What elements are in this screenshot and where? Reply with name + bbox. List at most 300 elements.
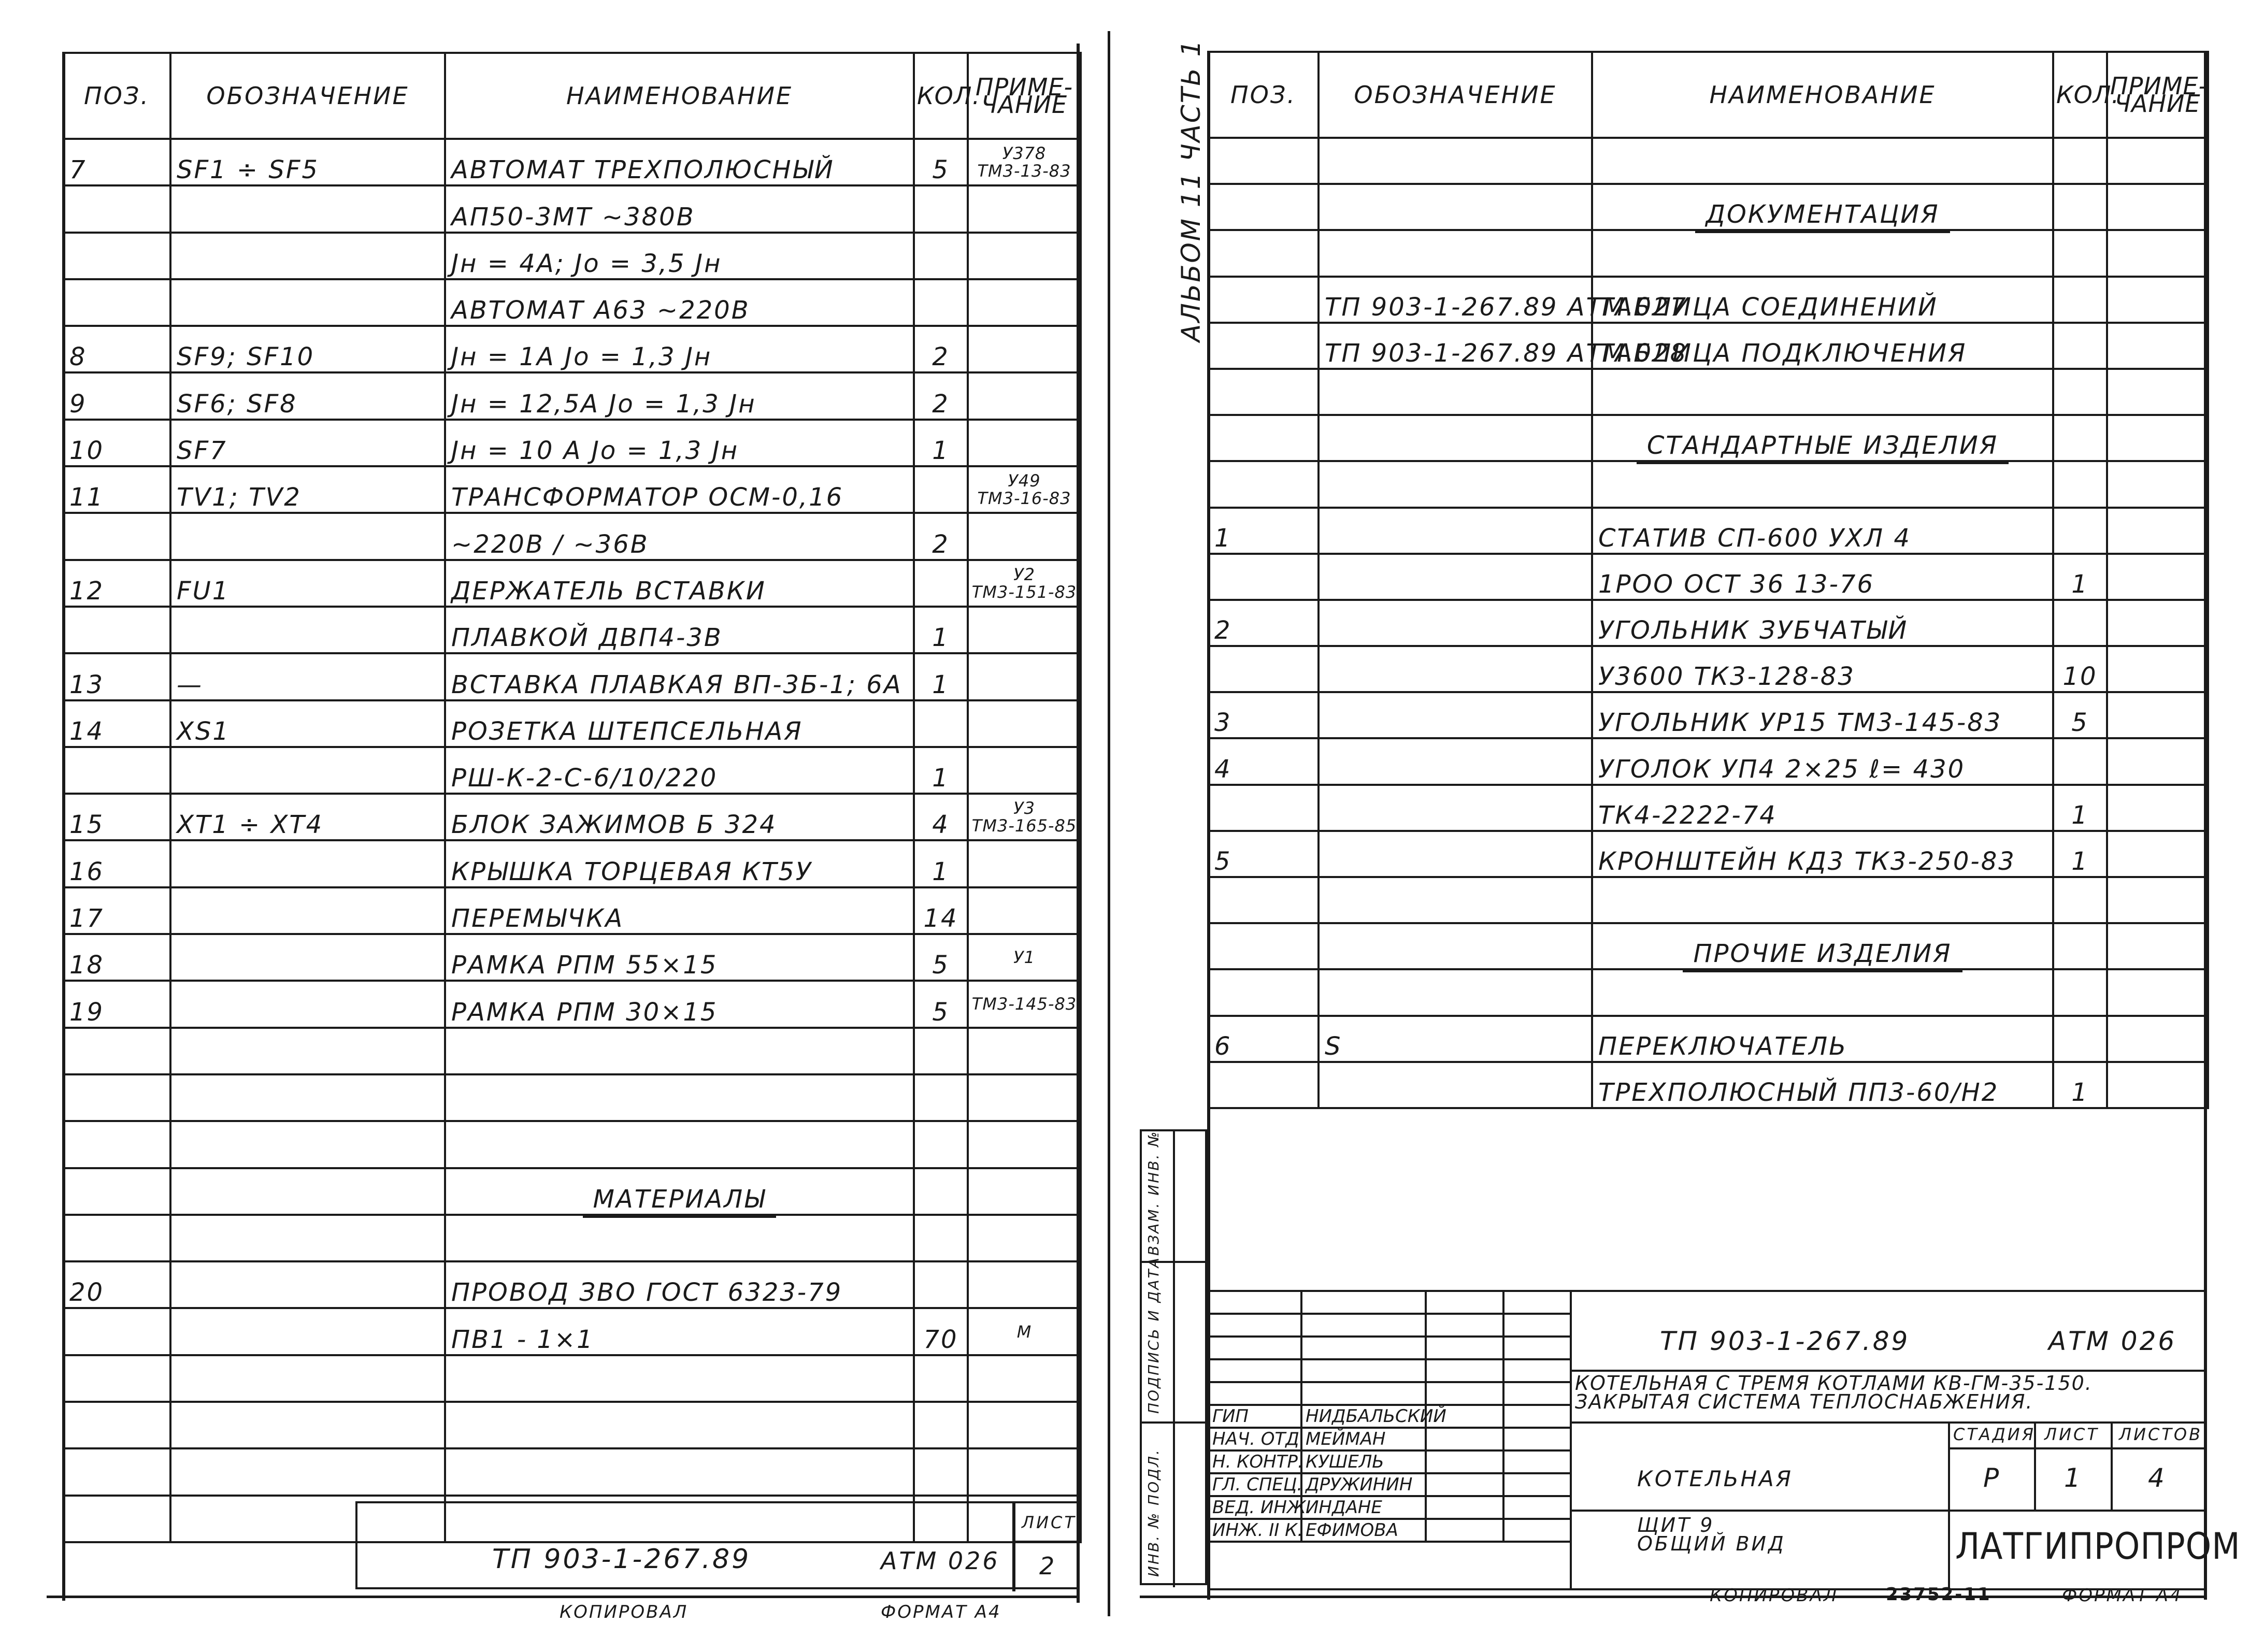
right-header-row <box>1208 52 2208 138</box>
row-designation: — <box>170 653 445 700</box>
row-name: УГОЛЬНИК ЗУБЧАТЫЙ <box>1592 600 2053 646</box>
row-pos <box>1208 323 1319 369</box>
row-designation: ТП 903-1-267.89 АТМ.028 <box>1319 323 1592 369</box>
tb-sheet: 1 <box>2064 1463 2083 1493</box>
row-designation <box>170 840 445 887</box>
role-row <box>1208 1428 1571 1450</box>
row-note <box>968 653 1081 700</box>
spec-row <box>63 747 1081 794</box>
role-signature-cell <box>1503 1450 1571 1473</box>
row-name <box>1592 415 2053 461</box>
row-qty <box>914 1168 968 1215</box>
row-note <box>2107 692 2208 738</box>
row-designation <box>170 887 445 934</box>
spec-row <box>1208 785 2208 831</box>
row-note: У3 ТМ3-165-85 <box>968 794 1081 840</box>
header-designation: ОБОЗНАЧЕНИЕ <box>1319 52 1592 138</box>
row-name: ДЕРЖАТЕЛЬ ВСТАВКИ <box>445 560 914 607</box>
row-pos <box>1208 646 1319 692</box>
inv-sub-label: ВЗАМ. ИНВ. № <box>1145 1130 1162 1256</box>
row-qty <box>2053 369 2107 415</box>
spec-row <box>1208 877 2208 923</box>
tb-divider <box>1948 1447 2207 1449</box>
row-qty <box>914 1028 968 1074</box>
row-qty <box>914 466 968 513</box>
row-note <box>968 233 1081 279</box>
row-pos <box>63 279 170 326</box>
row-designation <box>170 934 445 981</box>
row-name <box>1592 184 2053 230</box>
row-name: КРЫШКА ТОРЦЕВАЯ КТ5У <box>445 840 914 887</box>
row-note <box>2107 508 2208 554</box>
row-note <box>2107 831 2208 877</box>
row-qty: 1 <box>2053 831 2107 877</box>
row-note <box>2107 554 2208 600</box>
row-note: У1 <box>968 934 1081 981</box>
row-pos <box>1208 969 1319 1015</box>
row-pos: 1 <box>1208 508 1319 554</box>
row-qty: 5 <box>914 934 968 981</box>
row-pos <box>1208 415 1319 461</box>
row-qty <box>2053 461 2107 507</box>
spec-row <box>1208 600 2208 646</box>
row-name: ТАБЛИЦА СОЕДИНЕНИЙ <box>1592 277 2053 323</box>
row-designation <box>1319 461 1592 507</box>
row-qty <box>914 185 968 232</box>
row-name: ТК4-2222-74 <box>1592 785 2053 831</box>
row-note <box>968 1355 1081 1402</box>
row-qty <box>914 279 968 326</box>
spec-row <box>63 794 1081 840</box>
spec-row <box>63 934 1081 981</box>
spec-row <box>63 513 1081 559</box>
row-pos <box>63 1215 170 1261</box>
strip-divider <box>1173 1131 1175 1587</box>
row-note <box>2107 230 2208 276</box>
role-title: ИНЖ. II К. <box>1208 1519 1301 1542</box>
row-pos <box>63 747 170 794</box>
row-qty: 1 <box>2053 785 2107 831</box>
spec-row <box>63 139 1081 185</box>
row-name <box>445 1121 914 1168</box>
spec-row <box>1208 508 2208 554</box>
role-title: ВЕД. ИНЖ. <box>1208 1496 1301 1519</box>
row-designation <box>1319 554 1592 600</box>
row-pos: 6 <box>1208 1016 1319 1062</box>
binding-line <box>1108 31 1110 1616</box>
row-name <box>1592 877 2053 923</box>
row-pos <box>1208 923 1319 969</box>
row-note <box>968 1028 1081 1074</box>
spec-row <box>1208 969 2208 1015</box>
row-name: Jн = 1А Jо = 1,3 Jн <box>445 326 914 372</box>
row-name: ТРАНСФОРМАТОР ОСМ-0,16 <box>445 466 914 513</box>
row-name: Jн = 12,5А Jо = 1,3 Jн <box>445 372 914 419</box>
left-footer-divider <box>1012 1541 1080 1543</box>
row-pos <box>63 1355 170 1402</box>
title-block <box>1207 1290 2241 1590</box>
row-note <box>2107 923 2208 969</box>
row-designation: SF9; SF10 <box>170 326 445 372</box>
row-note <box>968 420 1081 466</box>
row-note <box>2107 277 2208 323</box>
right-bottom-rule <box>1140 1596 2207 1598</box>
role-row <box>1208 1450 1571 1473</box>
row-designation: S <box>1319 1016 1592 1062</box>
row-note <box>2107 138 2208 184</box>
row-qty: 2 <box>914 326 968 372</box>
role-signature-cell <box>1503 1428 1571 1450</box>
row-designation <box>1319 600 1592 646</box>
row-note <box>968 1448 1081 1495</box>
row-note <box>2107 877 2208 923</box>
row-designation <box>170 1308 445 1355</box>
row-note: М <box>968 1308 1081 1355</box>
row-note <box>968 747 1081 794</box>
row-pos: 14 <box>63 700 170 747</box>
role-row <box>1208 1496 1571 1519</box>
row-name: ПРОВОД ЗВО ГОСТ 6323-79 <box>445 1261 914 1308</box>
header-note: ПРИМЕ- ЧАНИЕ <box>2107 52 2208 138</box>
vertical-stamp-strip <box>1140 1129 1207 1585</box>
left-footer-divider <box>1012 1503 1015 1591</box>
row-note <box>2107 323 2208 369</box>
row-name <box>1592 461 2053 507</box>
header-designation: ОБОЗНАЧЕНИЕ <box>170 53 445 139</box>
spec-row <box>63 1074 1081 1121</box>
row-qty: 2 <box>914 372 968 419</box>
row-name <box>445 1355 914 1402</box>
row-note <box>2107 461 2208 507</box>
row-designation: XT1 ÷ XT4 <box>170 794 445 840</box>
spec-row <box>1208 415 2208 461</box>
row-pos: 5 <box>1208 831 1319 877</box>
spec-row <box>1208 646 2208 692</box>
section-title: МАТЕРИАЛЫ <box>583 1185 777 1218</box>
row-designation: SF6; SF8 <box>170 372 445 419</box>
row-name <box>445 1168 914 1215</box>
header-note: ПРИМЕ- ЧАНИЕ <box>968 53 1081 139</box>
row-pos: 20 <box>63 1261 170 1308</box>
row-qty <box>2053 508 2107 554</box>
row-name <box>1592 969 2053 1015</box>
left-bottom-rule <box>47 1596 1080 1598</box>
header-qty: КОЛ. <box>2053 52 2107 138</box>
row-name: БЛОК ЗАЖИМОВ Б 324 <box>445 794 914 840</box>
row-qty <box>914 1074 968 1121</box>
spec-row <box>63 1448 1081 1495</box>
role-signature-cell <box>1503 1496 1571 1519</box>
row-pos: 9 <box>63 372 170 419</box>
row-note <box>968 326 1081 372</box>
row-pos <box>63 1448 170 1495</box>
row-pos <box>1208 1062 1319 1108</box>
row-designation <box>170 1261 445 1308</box>
row-pos <box>63 1168 170 1215</box>
row-designation: FU1 <box>170 560 445 607</box>
row-pos <box>63 513 170 559</box>
row-pos <box>63 1121 170 1168</box>
spec-row <box>63 233 1081 279</box>
row-note <box>968 185 1081 232</box>
row-qty: 5 <box>914 139 968 185</box>
row-pos: 12 <box>63 560 170 607</box>
row-qty: 10 <box>2053 646 2107 692</box>
row-name: Jн = 4А; Jо = 3,5 Jн <box>445 233 914 279</box>
left-footer-stamp <box>355 1501 1080 1589</box>
row-qty <box>2053 600 2107 646</box>
row-designation <box>170 513 445 559</box>
row-designation <box>1319 646 1592 692</box>
row-designation <box>170 1121 445 1168</box>
row-qty: 1 <box>914 840 968 887</box>
spec-row <box>63 466 1081 513</box>
header-name: НАИМЕНОВАНИЕ <box>1592 52 2053 138</box>
row-pos <box>1208 138 1319 184</box>
role-row <box>1208 1405 1571 1428</box>
row-qty: 14 <box>914 887 968 934</box>
row-designation <box>170 1074 445 1121</box>
role-title: ГИП <box>1208 1405 1301 1428</box>
row-designation <box>1319 508 1592 554</box>
roles-table <box>1207 1290 1572 1543</box>
role-person: НИДБАЛЬСКИЙ <box>1301 1405 1426 1428</box>
row-qty <box>2053 138 2107 184</box>
row-name: 1РОО ОСТ 36 13-76 <box>1592 554 2053 600</box>
row-qty <box>914 1355 968 1402</box>
row-designation <box>1319 969 1592 1015</box>
spec-row <box>1208 323 2208 369</box>
row-note <box>968 840 1081 887</box>
row-pos: 7 <box>63 139 170 185</box>
row-note <box>2107 738 2208 784</box>
row-designation: SF1 ÷ SF5 <box>170 139 445 185</box>
header-qty: КОЛ. <box>914 53 968 139</box>
row-note <box>2107 969 2208 1015</box>
spec-row <box>63 279 1081 326</box>
row-pos: 13 <box>63 653 170 700</box>
row-designation <box>1319 738 1592 784</box>
row-name <box>445 1215 914 1261</box>
row-note <box>968 372 1081 419</box>
tb-sheet-label: ЛИСТ <box>2044 1425 2099 1444</box>
row-pos: 3 <box>1208 692 1319 738</box>
row-qty <box>914 1215 968 1261</box>
spec-row <box>1208 554 2208 600</box>
spec-row <box>1208 277 2208 323</box>
row-qty <box>914 1261 968 1308</box>
row-name <box>445 1402 914 1448</box>
left-footer-doc: ТП 903-1-267.89 <box>492 1544 751 1575</box>
role-person: ДРУЖИНИН <box>1301 1473 1426 1496</box>
row-name: ПВ1 - 1×1 <box>445 1308 914 1355</box>
spec-row <box>1208 831 2208 877</box>
row-qty <box>914 233 968 279</box>
row-designation <box>1319 692 1592 738</box>
role-person: ЕФИМОВА <box>1301 1519 1426 1542</box>
tb-divider <box>1570 1510 2207 1512</box>
row-pos <box>63 185 170 232</box>
row-qty: 1 <box>914 747 968 794</box>
tb-divider <box>1570 1292 1572 1590</box>
row-note <box>2107 646 2208 692</box>
row-designation <box>170 747 445 794</box>
row-name: ТРЕХПОЛЮСНЫЙ ПП3-60/Н2 <box>1592 1062 2053 1108</box>
spec-row <box>63 1215 1081 1261</box>
row-qty: 1 <box>914 653 968 700</box>
row-pos <box>1208 369 1319 415</box>
row-note <box>968 1074 1081 1121</box>
role-signature-cell <box>1503 1405 1571 1428</box>
spec-row <box>63 700 1081 747</box>
row-designation <box>170 981 445 1027</box>
spec-row <box>63 1355 1081 1402</box>
row-note: У2 ТМ3-151-83 <box>968 560 1081 607</box>
row-note <box>968 887 1081 934</box>
row-pos <box>63 1402 170 1448</box>
row-name: РАМКА РПМ 30×15 <box>445 981 914 1027</box>
row-designation <box>1319 230 1592 276</box>
row-designation <box>170 1215 445 1261</box>
row-note <box>968 1168 1081 1215</box>
row-name <box>445 1074 914 1121</box>
spec-row <box>63 887 1081 934</box>
tb-drawing-title: ЩИТ 9 ОБЩИЙ ВИД <box>1637 1514 1786 1555</box>
row-qty <box>914 1121 968 1168</box>
left-spec-table <box>62 52 1082 1543</box>
row-qty <box>2053 323 2107 369</box>
album-vertical-label: АЛЬБОМ 11 ЧАСТЬ 1 <box>1176 38 1206 342</box>
spec-row <box>1208 184 2208 230</box>
row-pos: 4 <box>1208 738 1319 784</box>
row-pos: 2 <box>1208 600 1319 646</box>
row-designation <box>1319 184 1592 230</box>
tb-object-title: КОТЕЛЬНАЯ С ТРЕМЯ КОТЛАМИ КВ-ГМ-35-150. ЗАКРЫТАЯ СИСТЕМА ТЕПЛОСНАБЖЕНИЯ. <box>1575 1372 2093 1413</box>
row-pos: 11 <box>63 466 170 513</box>
row-qty: 1 <box>914 607 968 653</box>
spec-row <box>63 1261 1081 1308</box>
spec-row <box>1208 1062 2208 1108</box>
tb-doc-code: АТМ 026 <box>2048 1326 2177 1356</box>
spec-row <box>63 185 1081 232</box>
row-note <box>968 1261 1081 1308</box>
row-qty: 5 <box>914 981 968 1027</box>
row-pos <box>1208 230 1319 276</box>
row-designation <box>170 185 445 232</box>
row-designation <box>1319 415 1592 461</box>
inv-orig-label: ИНВ. № ПОДЛ. <box>1145 1448 1162 1577</box>
row-name: ПЕРЕКЛЮЧАТЕЛЬ <box>1592 1016 2053 1062</box>
row-designation <box>170 1028 445 1074</box>
row-designation <box>170 1448 445 1495</box>
tb-stage: Р <box>1983 1463 2001 1493</box>
row-name <box>1592 138 2053 184</box>
row-qty: 70 <box>914 1308 968 1355</box>
spec-row <box>63 326 1081 372</box>
tb-sheets: 4 <box>2148 1463 2167 1493</box>
row-qty: 1 <box>2053 554 2107 600</box>
tb-divider <box>1948 1421 1950 1590</box>
row-note <box>2107 415 2208 461</box>
row-designation <box>1319 1062 1592 1108</box>
spec-row <box>1208 138 2208 184</box>
spec-row <box>63 1028 1081 1074</box>
row-designation <box>170 279 445 326</box>
row-designation: SF7 <box>170 420 445 466</box>
role-signature-cell <box>1503 1519 1571 1542</box>
row-pos <box>63 233 170 279</box>
left-footer-sheet-no: 2 <box>1039 1552 1057 1580</box>
row-designation <box>170 233 445 279</box>
row-note <box>968 1215 1081 1261</box>
row-qty <box>2053 230 2107 276</box>
role-title: Н. КОНТР. <box>1208 1450 1301 1473</box>
row-name: ПЕРЕМЫЧКА <box>445 887 914 934</box>
row-qty: 4 <box>914 794 968 840</box>
row-note <box>968 279 1081 326</box>
left-format-label: ФОРМАТ А4 <box>881 1602 1001 1622</box>
row-qty <box>2053 738 2107 784</box>
row-note <box>2107 184 2208 230</box>
spec-row <box>1208 692 2208 738</box>
row-qty <box>2053 184 2107 230</box>
tb-divider <box>2111 1421 2113 1510</box>
right-stamp-number: 23752-11 <box>1886 1584 1991 1605</box>
left-header-row <box>63 53 1081 139</box>
row-qty <box>2053 277 2107 323</box>
right-copied-label: КОПИРОВАЛ <box>1710 1585 1839 1606</box>
row-pos: 19 <box>63 981 170 1027</box>
row-note: У49 ТМ3-16-83 <box>968 466 1081 513</box>
row-qty: 2 <box>914 513 968 559</box>
row-qty <box>2053 415 2107 461</box>
section-title: ДОКУМЕНТАЦИЯ <box>1695 200 1950 233</box>
spec-row <box>1208 923 2208 969</box>
row-qty <box>914 1448 968 1495</box>
section-title: СТАНДАРТНЫЕ ИЗДЕЛИЯ <box>1637 431 2009 464</box>
row-qty: 1 <box>2053 1062 2107 1108</box>
left-copied-label: КОПИРОВАЛ <box>560 1602 689 1622</box>
left-footer-code: АТМ 026 <box>881 1547 1000 1575</box>
role-person: МЕЙМАН <box>1301 1428 1426 1450</box>
row-note <box>2107 1062 2208 1108</box>
row-qty <box>2053 1016 2107 1062</box>
sign-date-label: ПОДПИСЬ И ДАТА <box>1145 1256 1162 1414</box>
spec-row <box>63 840 1081 887</box>
row-pos: 15 <box>63 794 170 840</box>
spec-row <box>63 981 1081 1027</box>
tb-sheets-label: ЛИСТОВ <box>2119 1425 2203 1444</box>
row-designation <box>1319 785 1592 831</box>
row-designation <box>1319 831 1592 877</box>
row-designation <box>170 1168 445 1215</box>
row-pos <box>1208 554 1319 600</box>
row-pos <box>63 1028 170 1074</box>
spec-row <box>1208 230 2208 276</box>
row-designation <box>170 1402 445 1448</box>
row-designation <box>1319 877 1592 923</box>
row-pos: 10 <box>63 420 170 466</box>
role-signature-cell <box>1426 1450 1503 1473</box>
row-pos: 18 <box>63 934 170 981</box>
row-qty <box>2053 969 2107 1015</box>
row-name: У3600 ТК3-128-83 <box>1592 646 2053 692</box>
right-format-label: ФОРМАТ А4 <box>2062 1585 2183 1606</box>
row-designation: ТП 903-1-267.89 АТМ.027 <box>1319 277 1592 323</box>
row-note <box>2107 785 2208 831</box>
row-pos <box>1208 785 1319 831</box>
spec-row <box>63 372 1081 419</box>
